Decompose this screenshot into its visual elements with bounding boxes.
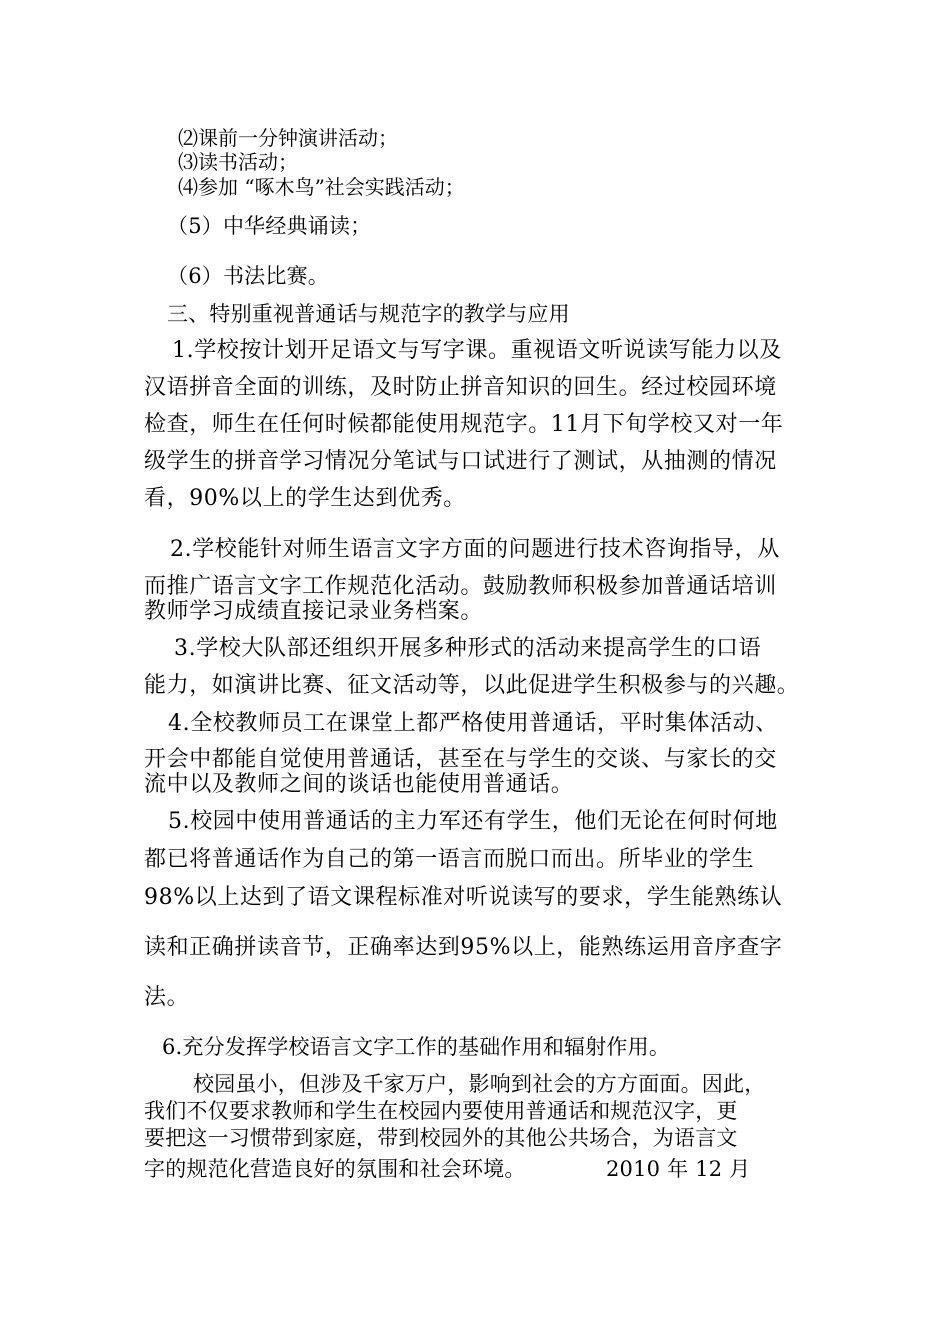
list-item: （6）书法比赛。 (167, 264, 329, 288)
paragraph-line: 开会中都能自觉使用普通话，甚至在与学生的交谈、与家长的交 (144, 747, 777, 772)
paragraph-line: 都已将普通话作为自己的第一语言而脱口而出。所毕业的学生 (144, 847, 755, 872)
paragraph-line: 4.全校教师员工在课堂上都严格使用普通话，平时集体活动、 (168, 711, 778, 736)
paragraph-line: 教师学习成绩直接记录业务档案。 (144, 599, 484, 624)
paragraph-line: 6.充分发挥学校语言文字工作的基础作用和辐射作用。 (162, 1035, 671, 1059)
section-heading: 三、特别重视普通话与规范字的教学与应用 (167, 302, 570, 326)
paragraph-line: 2.学校能针对师生语言文字方面的问题进行技术咨询指导，从 (170, 537, 780, 562)
list-item: ⑶读书活动； (178, 150, 298, 174)
paragraph-line: 级学生的拼音学习情况分笔试与口试进行了测试，从抽测的情况 (144, 449, 777, 474)
list-item: ⑵课前一分钟演讲活动； (178, 126, 398, 150)
list-item: ⑷参加 “啄木鸟”社会实践活动； (178, 175, 465, 199)
paragraph-line: 我们不仅要求教师和学生在校园内要使用普通话和规范汉字，更 (144, 1099, 738, 1123)
paragraph-line: 5.校园中使用普通话的主力军还有学生，他们无论在何时何地 (168, 809, 778, 834)
paragraph-line: 看，90%以上的学生达到优秀。 (144, 486, 466, 511)
paragraph-line: 字的规范化营造良好的氛围和社会环境。 (144, 1157, 526, 1181)
paragraph-line: 而推广语言文字工作规范化活动。鼓励教师积极参加普通话培训 (144, 574, 777, 599)
list-item: （5）中华经典诵读； (167, 214, 372, 238)
paragraph-line: 98%以上达到了语文课程标准对听说读写的要求，学生能熟练认 (144, 885, 783, 910)
paragraph-line: 流中以及教师之间的谈话也能使用普通话。 (144, 772, 574, 797)
paragraph-line: 3.学校大队部还组织开展多种形式的活动来提高学生的口语 (174, 636, 762, 661)
paragraph-line: 1.学校按计划开足语文与写字课。重视语文听说读写能力以及 (172, 338, 782, 363)
paragraph-line: 能力，如演讲比赛、征文活动等，以此促进学生积极参与的兴趣。 (144, 673, 800, 698)
paragraph-line: 汉语拼音全面的训练，及时防止拼音知识的回生。经过校园环境 (144, 375, 777, 400)
paragraph-line: 读和正确拼读音节，正确率达到95%以上，能熟练运用音序查字 (144, 935, 783, 960)
paragraph-line: 要把这一习惯带到家庭，带到校园外的其他公共场合，为语言文 (144, 1126, 738, 1150)
document-date: 2010 年 12 月 (606, 1157, 751, 1181)
paragraph-line: 校园虽小，但涉及千家万户，影响到社会的方方面面。因此， (193, 1072, 766, 1096)
paragraph-line: 法。 (144, 985, 190, 1010)
paragraph-line: 检查，师生在任何时候都能使用规范字。11月下旬学校又对一年 (144, 412, 784, 437)
